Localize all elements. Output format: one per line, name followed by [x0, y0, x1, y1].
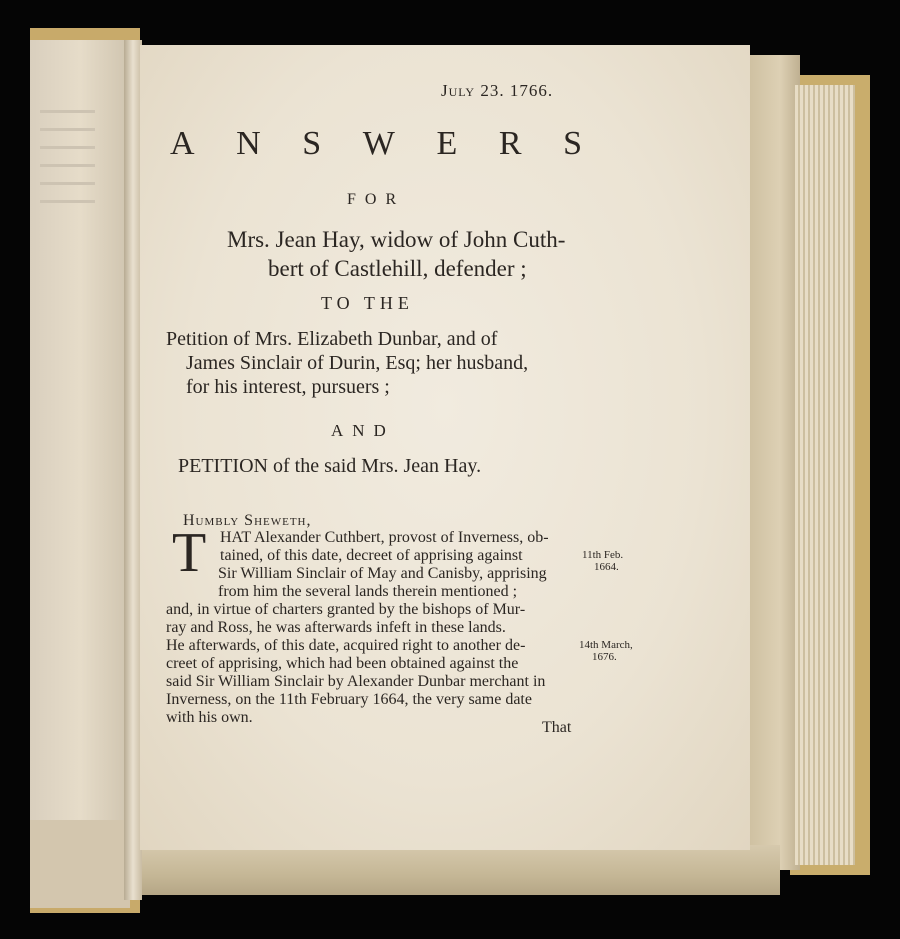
document-page	[140, 45, 750, 850]
body-line: creet of apprising, which had been obtained against the	[166, 655, 519, 672]
page-edges	[795, 85, 855, 865]
body-line: Sir William Sinclair of May and Canisby, apprising	[218, 565, 547, 582]
body-line: tained, of this date, decreet of apprising against	[220, 547, 523, 564]
humbly-sheweth: Humbly Sheweth,	[183, 512, 312, 529]
margin-note-date: 14th March,	[579, 639, 633, 651]
body-line: and, in virtue of charters granted by the bishops of Mur-	[166, 601, 526, 618]
petition-line-2: James Sinclair of Durin, Esq; her husband,	[186, 352, 529, 374]
petition-line-3: for his interest, pursuers ;	[186, 376, 390, 398]
left-page-bleedthrough	[40, 110, 100, 230]
petition-line-1: Petition of Mrs. Elizabeth Dunbar, and of	[166, 328, 498, 350]
body-line: Inverness, on the 11th February 1664, the very same date	[166, 691, 532, 708]
title-letter: E	[436, 125, 458, 162]
body-line: from him the several lands therein mentioned ;	[218, 583, 518, 600]
body-line: with his own.	[166, 709, 253, 726]
and-line: AND	[331, 421, 395, 440]
margin-note-year: 1664.	[594, 561, 619, 573]
title-letter: R	[498, 125, 522, 162]
title-letter: W	[362, 125, 395, 162]
margin-note-year: 1676.	[592, 651, 617, 663]
title-letter: S	[563, 125, 582, 162]
drop-cap: T	[172, 522, 207, 584]
title-letter: N	[236, 125, 261, 162]
title-answers	[170, 125, 582, 163]
defender-line-1: Mrs. Jean Hay, widow of John Cuth-	[227, 227, 566, 252]
petition-said-line: PETITION of the said Mrs. Jean Hay.	[178, 455, 482, 477]
page-stack	[750, 55, 800, 870]
title-letter: A	[170, 125, 195, 162]
body-line: ray and Ross, he was afterwards infeft in these lands.	[166, 619, 506, 636]
catchword: That	[542, 719, 572, 736]
title-letter: S	[302, 125, 322, 162]
margin-note-date: 11th Feb.	[582, 549, 624, 561]
to-the-line: TO THE	[321, 293, 414, 313]
body-line: said Sir William Sinclair by Alexander Dunbar merchant in	[166, 673, 546, 690]
defender-line-2: bert of Castlehill, defender ;	[268, 256, 527, 281]
body-line: He afterwards, of this date, acquired right to another de-	[166, 637, 526, 654]
bottom-page-stack	[140, 845, 780, 895]
body-line: HAT Alexander Cuthbert, provost of Inverness, ob-	[220, 529, 549, 546]
date-line: July 23. 1766.	[441, 81, 554, 100]
left-page-bottom-band	[30, 820, 130, 908]
for-line: FOR	[347, 191, 406, 208]
